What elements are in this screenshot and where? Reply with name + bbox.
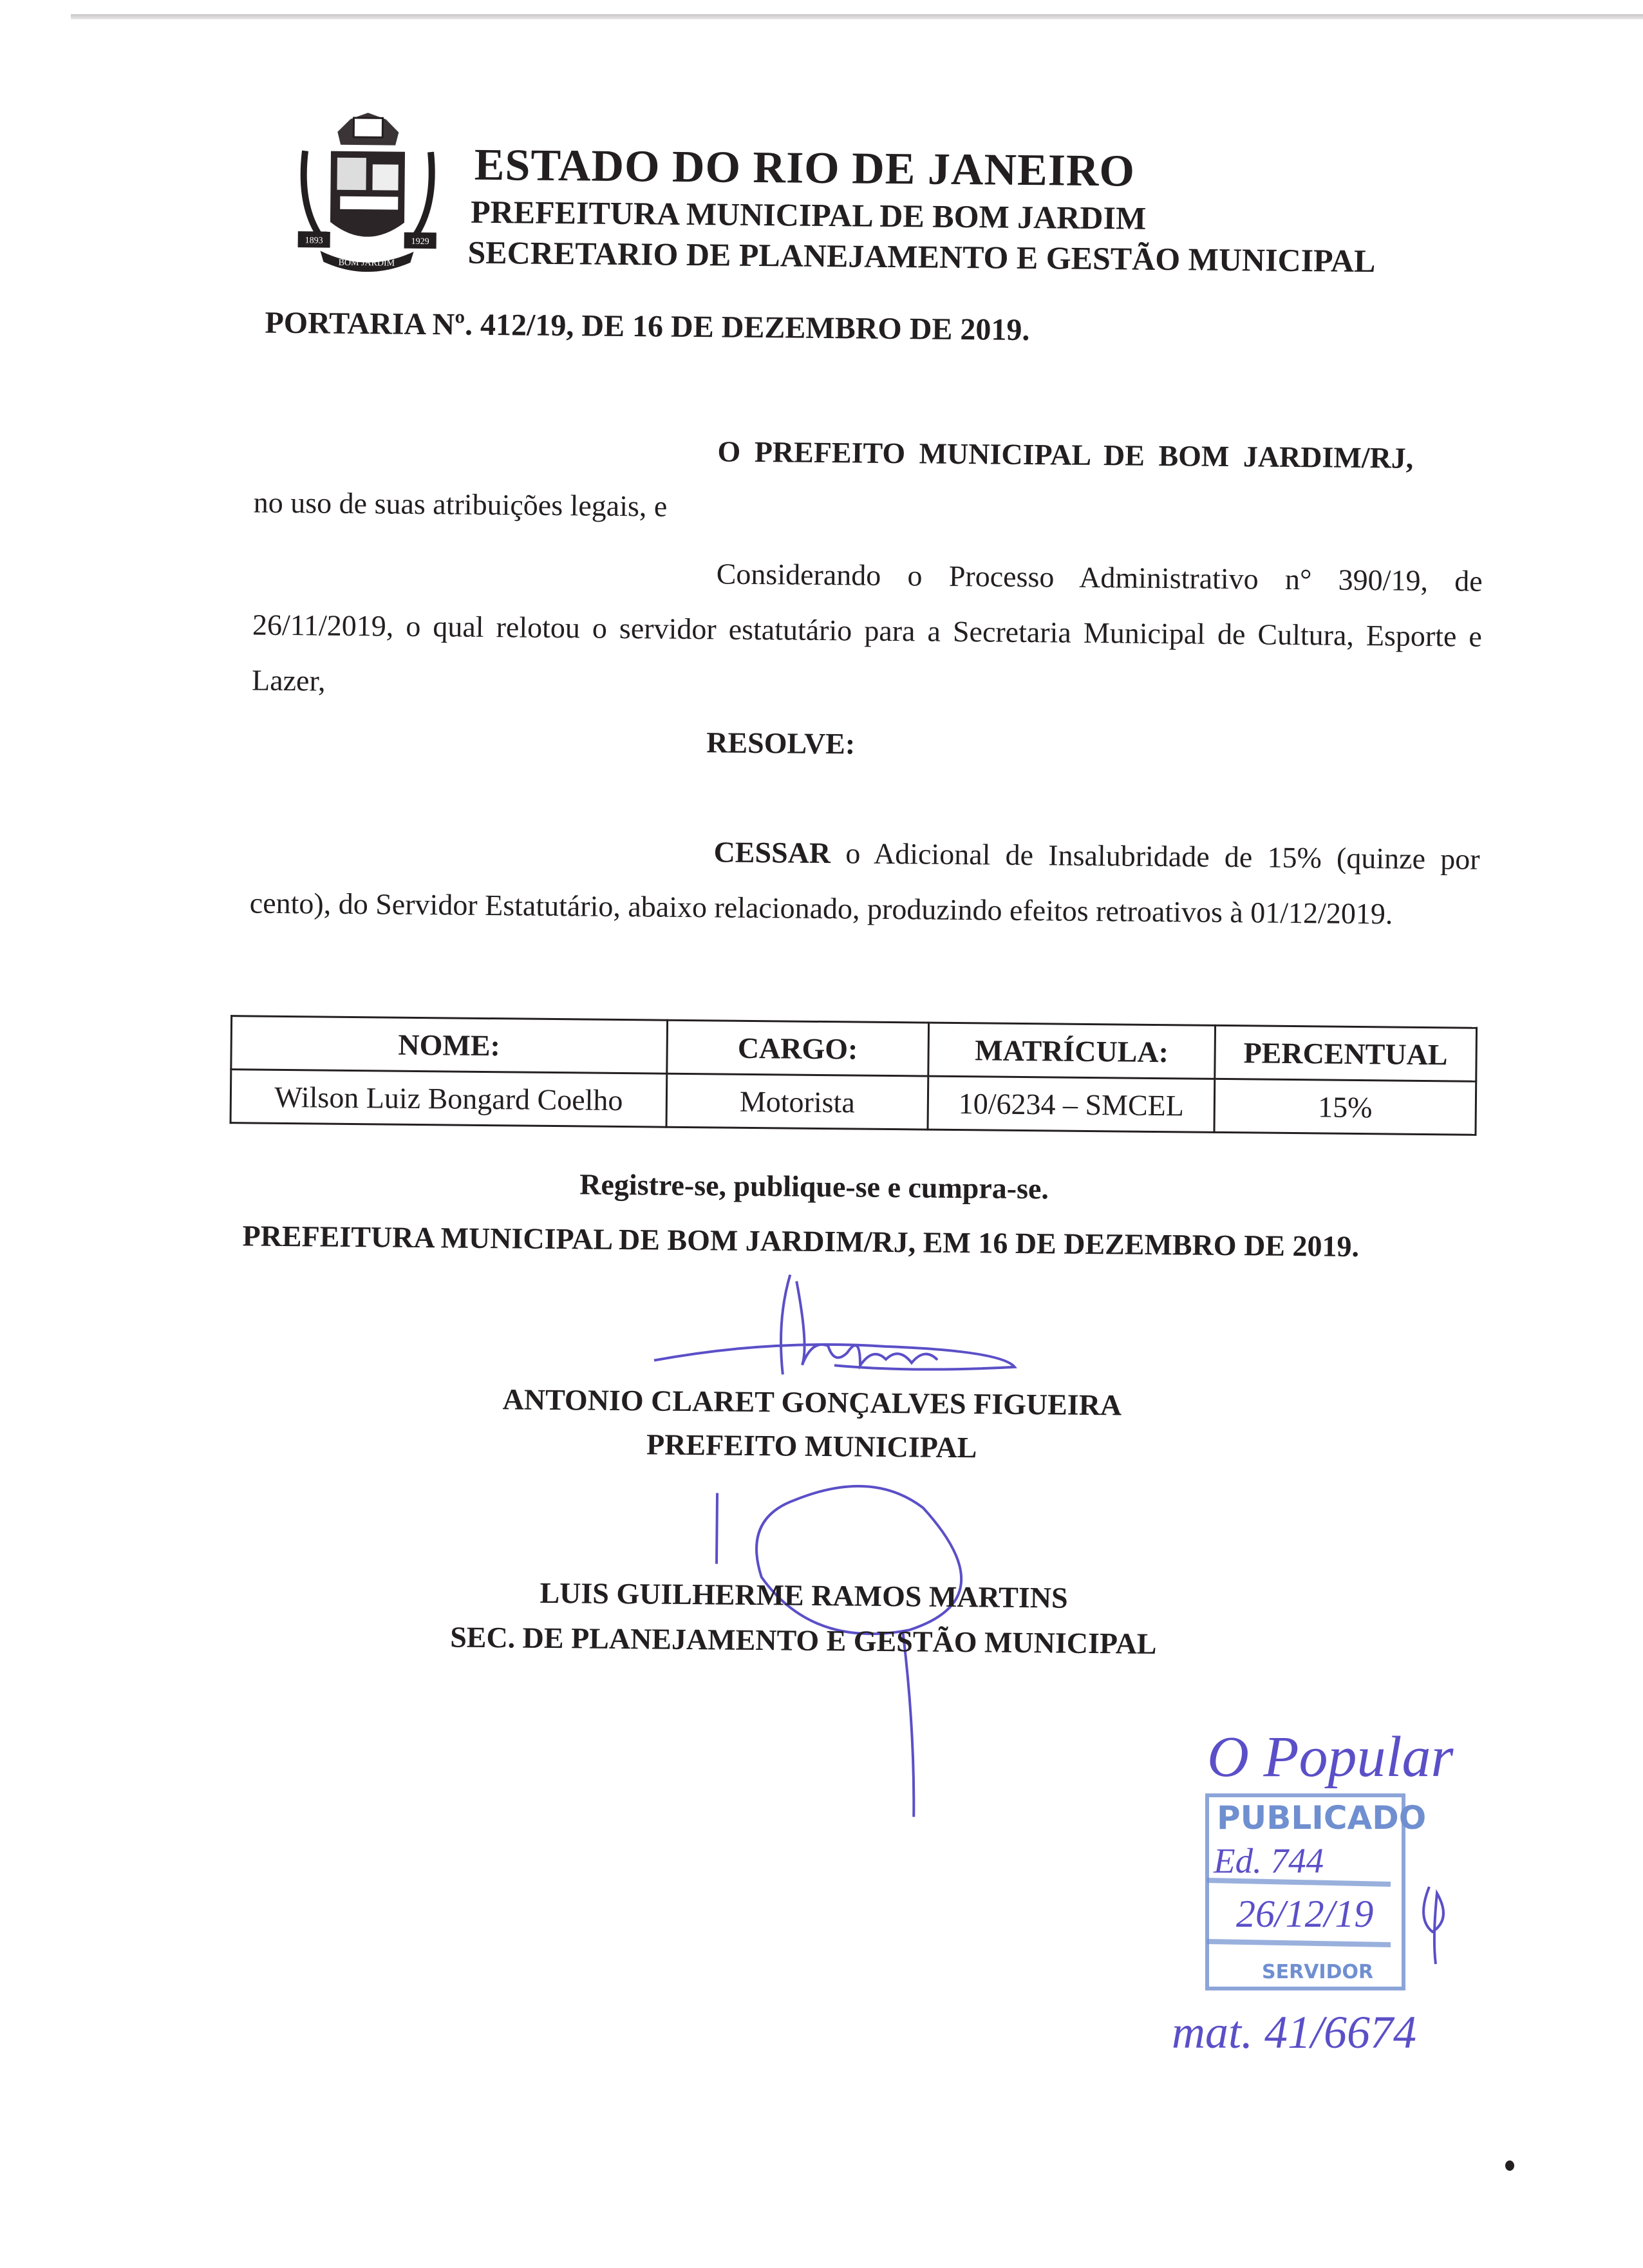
state-heading: ESTADO DO RIO DE JANEIRO — [474, 140, 1136, 196]
col-header-cargo: CARGO: — [667, 1020, 929, 1076]
col-header-percentual: PERCENTUAL — [1215, 1025, 1477, 1081]
preamble — [253, 419, 1484, 542]
crest-year-right: 1929 — [411, 236, 429, 247]
cell-nome: Wilson Luiz Bongard Coelho — [230, 1070, 667, 1127]
stamp-edition: Ed. 744 — [1214, 1841, 1324, 1880]
scan-speck — [1505, 2160, 1514, 2171]
resolve-heading: RESOLVE: — [706, 726, 856, 761]
stamp-label: PUBLICADO — [1217, 1799, 1427, 1837]
registre-line: Registre-se, publique-se e cumpra-se. — [579, 1167, 1049, 1205]
table-row — [230, 1070, 1476, 1135]
col-header-matricula: MATRÍCULA: — [928, 1023, 1216, 1079]
secretariat-heading: SECRETARIO DE PLANEJAMENTO E GESTÃO MUNICIPAL — [467, 234, 1376, 279]
considerando-paragraph: Considerando o Processo Administrativo n° 390/19, de 26/11/2019, o qual relotou o servidor estatutário para a Secretaria Municipal de Cultura, Esporte e Lazer, — [251, 557, 1483, 697]
stamp-date: 26/12/19 — [1236, 1893, 1374, 1935]
prefecture-heading: PREFEITURA MUNICIPAL DE BOM JARDIM — [470, 193, 1147, 236]
cessar-bold: CESSAR — [713, 835, 831, 870]
publication-stamp — [1159, 1726, 1481, 2099]
crest-banner: BOM JARDIM — [338, 258, 395, 269]
stamp-newspaper: O Popular — [1207, 1726, 1454, 1789]
cell-cargo: Motorista — [666, 1073, 928, 1129]
signatory-1-name: ANTONIO CLARET GONÇALVES FIGUEIRA — [502, 1383, 1122, 1422]
place-date: PREFEITURA MUNICIPAL DE BOM JARDIM/RJ, EM 16 DE DEZEMBRO DE 2019. — [242, 1219, 1360, 1263]
municipal-crest-logo — [291, 112, 444, 274]
crest-year-left: 1893 — [305, 236, 323, 246]
signatory-2-name: LUIS GUILHERME RAMOS MARTINS — [540, 1576, 1068, 1614]
cell-matricula: 10/6234 – SMCEL — [928, 1076, 1215, 1132]
signatory-2-role: SEC. DE PLANEJAMENTO E GESTÃO MUNICIPAL — [449, 1620, 1157, 1661]
signatory-1-role: PREFEITO MUNICIPAL — [646, 1428, 977, 1464]
stamp-matricula: mat. 41/6674 — [1172, 2007, 1417, 2058]
cessar-text: o Adicional de Insalubridade de 15% (quinze por cento), do Servidor Estatutário, abaixo relacionado, produzindo efeitos retroativos à 01/12/2019. — [249, 836, 1480, 931]
portaria-title: PORTARIA Nº. 412/19, DE 16 DE DEZEMBRO DE 2019. — [265, 305, 1030, 348]
preamble-bold: O PREFEITO MUNICIPAL DE BOM JARDIM/RJ, — [717, 435, 1414, 475]
col-header-nome: NOME: — [231, 1016, 668, 1073]
cessar-paragraph — [249, 820, 1480, 942]
mayor-signature — [641, 1267, 1029, 1380]
cell-percentual: 15% — [1214, 1079, 1476, 1135]
stamp-footer: SERVIDOR — [1262, 1961, 1374, 1983]
servant-table — [230, 1015, 1478, 1136]
preamble-rest: no uso de suas atribuições legais, e — [253, 486, 668, 523]
